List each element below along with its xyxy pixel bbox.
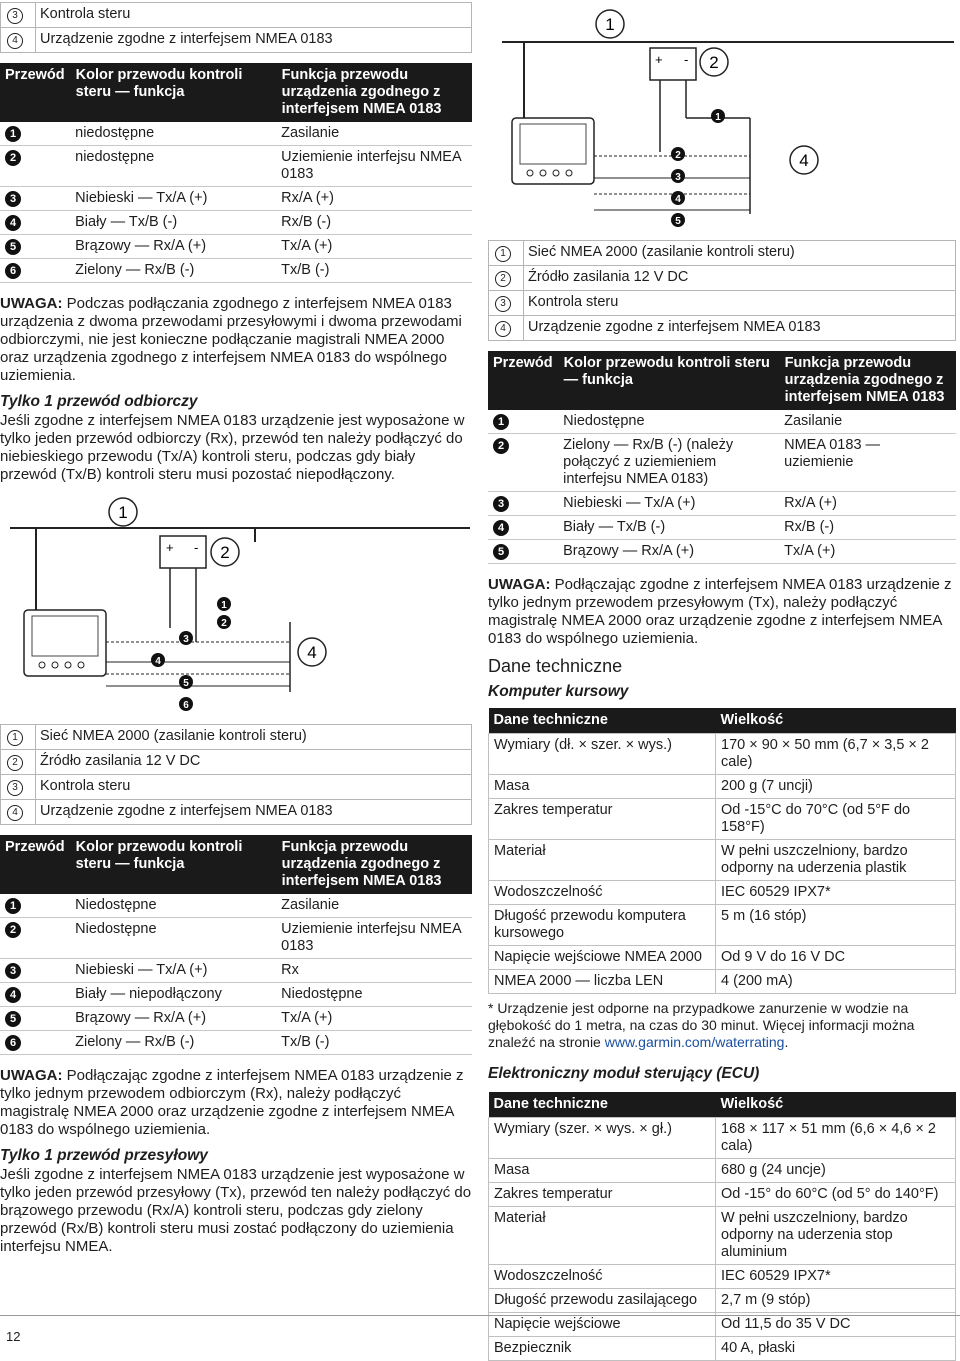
wire-function: Uziemienie interfejsu NMEA 0183 bbox=[276, 146, 471, 187]
wiring-table-1 bbox=[0, 63, 472, 283]
wire-color: Niebieski — Tx/A (+) bbox=[70, 959, 276, 983]
legend-text: Urządzenie zgodne z interfejsem NMEA 0183 bbox=[524, 316, 956, 341]
computer-title: Komputer kursowy bbox=[488, 683, 629, 700]
spec-value: 680 g (24 uncje) bbox=[716, 1159, 956, 1183]
spec-header: Wielkość bbox=[716, 1092, 956, 1118]
legend-text: Kontrola steru bbox=[524, 291, 956, 316]
spec-row bbox=[489, 840, 956, 881]
header-function: Funkcja przewodu urządzenia zgodnego z interfejsem NMEA 0183 bbox=[276, 835, 471, 894]
section-title-rx-only: Tylko 1 przewód odbiorczy bbox=[0, 393, 198, 410]
spec-row bbox=[489, 1265, 956, 1289]
diagram-label: 5 bbox=[675, 216, 681, 227]
note-label: UWAGA: bbox=[488, 576, 551, 593]
legend-text: Urządzenie zgodne z interfejsem NMEA 0183 bbox=[36, 28, 472, 53]
header-wire: Przewód bbox=[488, 351, 558, 410]
wire-row bbox=[0, 1007, 472, 1031]
wire-number-cell bbox=[488, 516, 558, 540]
legend-right bbox=[488, 240, 956, 341]
wire-number: 4 bbox=[5, 215, 21, 231]
svg-text:+: + bbox=[166, 540, 174, 555]
legend-number: 2 bbox=[495, 271, 511, 287]
wire-function: Uziemienie interfejsu NMEA 0183 bbox=[276, 918, 471, 959]
wire-number: 6 bbox=[5, 263, 21, 279]
footnote-text: * Urządzenie jest odporne na przypadkowe zanurzenie w wodzie na głębokość do 1 metra, na czas do 30 minut. Więcej informacji można znaleźć na stronie bbox=[488, 1000, 915, 1050]
diagram-label: 4 bbox=[155, 656, 161, 667]
spec-key: Napięcie wejściowe bbox=[489, 1313, 716, 1337]
spec-value: W pełni uszczelniony, bardzo odporny na uderzenia plastik bbox=[716, 840, 956, 881]
spec-row bbox=[489, 946, 956, 970]
svg-text:-: - bbox=[194, 540, 199, 555]
wire-color: Niebieski — Tx/A (+) bbox=[70, 187, 276, 211]
wire-number: 4 bbox=[5, 987, 21, 1003]
diagram-label: 5 bbox=[183, 678, 189, 689]
diagram-label: 6 bbox=[183, 700, 189, 711]
spec-value: Od 9 V do 16 V DC bbox=[716, 946, 956, 970]
wire-number: 3 bbox=[5, 963, 21, 979]
wire-row bbox=[0, 959, 472, 983]
wire-color: Zielony — Rx/B (-) (należy połączyć z uziemieniem interfejsu NMEA 0183) bbox=[558, 434, 779, 492]
wire-function: Tx/A (+) bbox=[276, 235, 471, 259]
spec-value: 170 × 90 × 50 mm (6,7 × 3,5 × 2 cale) bbox=[716, 734, 956, 775]
wire-color: Brązowy — Rx/A (+) bbox=[70, 1007, 276, 1031]
wire-number-cell bbox=[0, 918, 70, 959]
spec-value: IEC 60529 IPX7* bbox=[716, 881, 956, 905]
wire-color: Brązowy — Rx/A (+) bbox=[558, 540, 779, 564]
spec-key: Długość przewodu komputera kursowego bbox=[489, 905, 716, 946]
note-2 bbox=[0, 1067, 472, 1139]
note-label: UWAGA: bbox=[0, 295, 63, 312]
wire-row bbox=[0, 918, 472, 959]
page-number: 12 bbox=[6, 1329, 21, 1344]
ecu-title: Elektroniczny moduł sterujący (ECU) bbox=[488, 1065, 760, 1082]
wire-number-cell bbox=[0, 187, 70, 211]
spec-key: Masa bbox=[489, 1159, 716, 1183]
wire-row bbox=[0, 211, 472, 235]
wire-function: NMEA 0183 — uziemienie bbox=[779, 434, 955, 492]
diagram-label: 1 bbox=[221, 600, 227, 611]
wire-number-cell bbox=[0, 959, 70, 983]
spec-row bbox=[489, 1159, 956, 1183]
wire-row bbox=[0, 187, 472, 211]
spec-key: Wodoszczelność bbox=[489, 881, 716, 905]
note-text: Podłączając zgodne z interfejsem NMEA 0183 urządzenie z tylko jednym przewodem przesyłowym (Tx), należy podłączyć magistralę NMEA 2000 oraz urządzenie zgodne z interfejsem NMEA 0183 do wspólnego uziemienia. bbox=[488, 576, 952, 647]
header-color: Kolor przewodu kontroli steru — funkcja bbox=[70, 63, 276, 122]
spec-key: Napięcie wejściowe NMEA 2000 bbox=[489, 946, 716, 970]
note-label: UWAGA: bbox=[0, 1067, 63, 1084]
note-1 bbox=[0, 295, 472, 385]
legend-number: 1 bbox=[7, 730, 23, 746]
note-text: Podczas podłączania zgodnego z interfejsem NMEA 0183 urządzenia z dwoma przewodami przesyłowymi i dwoma przewodami odbiorczymi, nie jest konieczne podłączanie magistrali NMEA 2000 oraz urządzenia zgodnego z interfejsem NMEA 0183 do wspólnego uziemienia. bbox=[0, 295, 462, 384]
wire-function: Zasilanie bbox=[779, 410, 955, 434]
diagram-label: 4 bbox=[307, 643, 317, 662]
diagram-label: 1 bbox=[605, 15, 615, 34]
spec-key: Wymiary (szer. × wys. × gł.) bbox=[489, 1118, 716, 1159]
legend-number-cell bbox=[489, 241, 524, 266]
legend-2 bbox=[0, 724, 472, 825]
wire-row bbox=[488, 434, 956, 492]
wire-number: 1 bbox=[493, 414, 509, 430]
spec-value: IEC 60529 IPX7* bbox=[716, 1265, 956, 1289]
wire-function: Tx/B (-) bbox=[276, 1031, 471, 1055]
legend-number-cell bbox=[489, 266, 524, 291]
legend-row bbox=[489, 291, 956, 316]
header-color: Kolor przewodu kontroli steru — funkcja bbox=[70, 835, 276, 894]
spec-value: Od 11,5 do 35 V DC bbox=[716, 1313, 956, 1337]
spec-key: Wodoszczelność bbox=[489, 1265, 716, 1289]
header-color: Kolor przewodu kontroli steru — funkcja bbox=[558, 351, 779, 410]
spec-row bbox=[489, 734, 956, 775]
wire-color: Niedostępne bbox=[70, 918, 276, 959]
wire-function: Rx bbox=[276, 959, 471, 983]
diagram-label: 3 bbox=[183, 634, 189, 645]
wire-row bbox=[0, 122, 472, 146]
spec-key: Materiał bbox=[489, 840, 716, 881]
svg-text:+: + bbox=[655, 52, 663, 67]
wire-number-cell bbox=[0, 1007, 70, 1031]
spec-row bbox=[489, 1207, 956, 1265]
top-legend bbox=[0, 2, 472, 53]
legend-row bbox=[489, 266, 956, 291]
footnote bbox=[488, 1000, 956, 1051]
legend-text: Kontrola steru bbox=[36, 3, 472, 28]
wire-color: Niedostępne bbox=[558, 410, 779, 434]
wire-color: niedostępne bbox=[70, 122, 276, 146]
wiring-diagram-rx-only bbox=[0, 492, 472, 720]
legend-row bbox=[1, 725, 472, 750]
wire-function: Rx/A (+) bbox=[276, 187, 471, 211]
legend-number-cell bbox=[1, 800, 36, 825]
wire-number: 5 bbox=[493, 544, 509, 560]
wire-number: 1 bbox=[5, 126, 21, 142]
spec-value: W pełni uszczelniony, bardzo odporny na uderzenia stop aluminium bbox=[716, 1207, 956, 1265]
header-function: Funkcja przewodu urządzenia zgodnego z interfejsem NMEA 0183 bbox=[276, 63, 471, 122]
diagram-label: 2 bbox=[221, 618, 227, 629]
wire-number-cell bbox=[0, 146, 70, 187]
note-right bbox=[488, 576, 956, 648]
wire-number: 2 bbox=[5, 150, 21, 166]
wire-function: Rx/A (+) bbox=[779, 492, 955, 516]
waterrating-link[interactable]: www.garmin.com/waterrating bbox=[604, 1034, 785, 1050]
wire-color: niedostępne bbox=[70, 146, 276, 187]
spec-row bbox=[489, 1118, 956, 1159]
legend-row bbox=[489, 316, 956, 341]
wire-number: 5 bbox=[5, 239, 21, 255]
wire-number-cell bbox=[0, 983, 70, 1007]
wire-row bbox=[0, 259, 472, 283]
wire-function: Niedostępne bbox=[276, 983, 471, 1007]
legend-number-cell bbox=[1, 775, 36, 800]
legend-number: 4 bbox=[7, 33, 23, 49]
wire-color: Biały — niepodłączony bbox=[70, 983, 276, 1007]
wire-row bbox=[0, 235, 472, 259]
wire-function: Tx/A (+) bbox=[779, 540, 955, 564]
wire-number: 3 bbox=[493, 496, 509, 512]
legend-row bbox=[489, 241, 956, 266]
wire-color: Zielony — Rx/B (-) bbox=[70, 1031, 276, 1055]
header-wire: Przewód bbox=[0, 835, 70, 894]
wire-number-cell bbox=[0, 235, 70, 259]
wire-row bbox=[488, 540, 956, 564]
wire-row bbox=[488, 492, 956, 516]
spec-key: NMEA 2000 — liczba LEN bbox=[489, 970, 716, 994]
wire-number-cell bbox=[0, 1031, 70, 1055]
section-text-tx-only: Jeśli zgodne z interfejsem NMEA 0183 urządzenie jest wyposażone w tylko jeden przewód przesyłowy (Tx), przewód ten należy podłączyć do brązowego przewodu (Rx/A) kontroli steru, podczas gdy zielony przewód (Rx/B) kontroli steru musi zostać podłączony do uziemienia interfejsu NMEA. bbox=[0, 1166, 472, 1255]
spec-row bbox=[489, 1183, 956, 1207]
wiring-table-2 bbox=[0, 835, 472, 1055]
spec-row bbox=[489, 881, 956, 905]
legend-text: Źródło zasilania 12 V DC bbox=[524, 266, 956, 291]
section-title-tx-only: Tylko 1 przewód przesyłowy bbox=[0, 1147, 208, 1164]
spec-key: Długość przewodu zasilającego bbox=[489, 1289, 716, 1313]
wire-number-cell bbox=[0, 894, 70, 918]
spec-value: 40 A, płaski bbox=[716, 1337, 956, 1361]
diagram-label: 2 bbox=[709, 53, 719, 72]
wire-number: 2 bbox=[493, 438, 509, 454]
legend-row bbox=[1, 800, 472, 825]
wire-number-cell bbox=[488, 540, 558, 564]
page-footer bbox=[0, 1315, 960, 1346]
wire-number: 2 bbox=[5, 922, 21, 938]
wire-number-cell bbox=[488, 410, 558, 434]
spec-value: 200 g (7 uncji) bbox=[716, 775, 956, 799]
wire-number-cell bbox=[0, 259, 70, 283]
spec-value: Od -15° do 60°C (od 5° do 140°F) bbox=[716, 1183, 956, 1207]
wire-function: Rx/B (-) bbox=[276, 211, 471, 235]
legend-text: Źródło zasilania 12 V DC bbox=[36, 750, 472, 775]
diagram-label: 3 bbox=[675, 172, 681, 183]
wire-row bbox=[488, 516, 956, 540]
legend-number: 4 bbox=[495, 321, 511, 337]
spec-header: Wielkość bbox=[716, 708, 956, 734]
wire-function: Tx/B (-) bbox=[276, 259, 471, 283]
specs-title: Dane techniczne bbox=[488, 656, 623, 676]
spec-key: Zakres temperatur bbox=[489, 799, 716, 840]
spec-key: Materiał bbox=[489, 1207, 716, 1265]
legend-row bbox=[1, 3, 472, 28]
spec-key: Wymiary (dł. × szer. × wys.) bbox=[489, 734, 716, 775]
wire-color: Brązowy — Rx/A (+) bbox=[70, 235, 276, 259]
legend-number: 3 bbox=[7, 8, 23, 24]
wire-color: Biały — Tx/B (-) bbox=[558, 516, 779, 540]
wire-number: 5 bbox=[5, 1011, 21, 1027]
spec-row bbox=[489, 905, 956, 946]
spec-value: 168 × 117 × 51 mm (6,6 × 4,6 × 2 cala) bbox=[716, 1118, 956, 1159]
spec-key: Bezpiecznik bbox=[489, 1337, 716, 1361]
right-column bbox=[488, 0, 956, 1361]
spec-key: Masa bbox=[489, 775, 716, 799]
wire-function: Zasilanie bbox=[276, 122, 471, 146]
note-text: Podłączając zgodne z interfejsem NMEA 0183 urządzenie z tylko jednym przewodem odbiorczym (Rx), należy podłączyć magistralę NMEA 2000 oraz urządzenie zgodne z interfejsem NMEA 0183 do wspólnego uziemienia. bbox=[0, 1067, 464, 1138]
legend-row bbox=[1, 28, 472, 53]
wire-number-cell bbox=[0, 211, 70, 235]
wire-number: 4 bbox=[493, 520, 509, 536]
wire-function: Tx/A (+) bbox=[276, 1007, 471, 1031]
legend-number-cell bbox=[1, 725, 36, 750]
header-function: Funkcja przewodu urządzenia zgodnego z interfejsem NMEA 0183 bbox=[779, 351, 955, 410]
diagram-label: 4 bbox=[799, 151, 809, 170]
wire-number-cell bbox=[488, 492, 558, 516]
legend-number: 3 bbox=[7, 780, 23, 796]
wire-color: Biały — Tx/B (-) bbox=[70, 211, 276, 235]
spec-header: Dane techniczne bbox=[489, 1092, 716, 1118]
spec-value: Od -15°C do 70°C (od 5°F do 158°F) bbox=[716, 799, 956, 840]
wire-row bbox=[0, 1031, 472, 1055]
wiring-diagram-tx-only bbox=[488, 2, 956, 234]
wire-number: 6 bbox=[5, 1035, 21, 1051]
wire-number: 1 bbox=[5, 898, 21, 914]
wire-color: Niedostępne bbox=[70, 894, 276, 918]
wire-function: Rx/B (-) bbox=[779, 516, 955, 540]
header-wire: Przewód bbox=[0, 63, 70, 122]
diagram-label: 2 bbox=[675, 150, 681, 161]
wire-row bbox=[0, 146, 472, 187]
spec-row bbox=[489, 799, 956, 840]
legend-row bbox=[1, 775, 472, 800]
footnote-end: . bbox=[784, 1034, 789, 1050]
legend-number-cell bbox=[1, 750, 36, 775]
legend-text: Kontrola steru bbox=[36, 775, 472, 800]
legend-number: 2 bbox=[7, 755, 23, 771]
spec-row bbox=[489, 970, 956, 994]
wire-number-cell bbox=[488, 434, 558, 492]
legend-text: Sieć NMEA 2000 (zasilanie kontroli steru) bbox=[36, 725, 472, 750]
wire-function: Zasilanie bbox=[276, 894, 471, 918]
wire-number: 3 bbox=[5, 191, 21, 207]
wire-color: Zielony — Rx/B (-) bbox=[70, 259, 276, 283]
left-column bbox=[0, 0, 472, 1256]
legend-number: 4 bbox=[7, 805, 23, 821]
diagram-label: 2 bbox=[220, 543, 230, 562]
spec-row bbox=[489, 775, 956, 799]
section-text-rx-only: Jeśli zgodne z interfejsem NMEA 0183 urządzenie jest wyposażone w tylko jeden przewód odbiorczy (Rx), przewód ten należy podłączyć do niebieskiego przewodu (Tx/A) kontroli steru, podczas gdy biały przewód (Tx/B) kontroli steru musi pozostać niepodłączony. bbox=[0, 412, 465, 483]
spec-value: 4 (200 mA) bbox=[716, 970, 956, 994]
spec-value: 5 m (16 stóp) bbox=[716, 905, 956, 946]
wire-row bbox=[0, 983, 472, 1007]
spec-value: 2,7 m (9 stóp) bbox=[716, 1289, 956, 1313]
wire-row bbox=[0, 894, 472, 918]
legend-number: 3 bbox=[495, 296, 511, 312]
legend-row bbox=[1, 750, 472, 775]
computer-spec-table bbox=[488, 708, 956, 994]
diagram-label: 1 bbox=[715, 112, 721, 123]
svg-text:-: - bbox=[684, 52, 689, 67]
legend-number: 1 bbox=[495, 246, 511, 262]
wire-color: Niebieski — Tx/A (+) bbox=[558, 492, 779, 516]
legend-text: Urządzenie zgodne z interfejsem NMEA 0183 bbox=[36, 800, 472, 825]
wire-number-cell bbox=[0, 122, 70, 146]
diagram-label: 1 bbox=[118, 503, 128, 522]
wire-row bbox=[488, 410, 956, 434]
spec-key: Zakres temperatur bbox=[489, 1183, 716, 1207]
diagram-label: 4 bbox=[675, 194, 681, 205]
spec-row bbox=[489, 1289, 956, 1313]
wiring-table-right bbox=[488, 351, 956, 564]
legend-number-cell bbox=[489, 316, 524, 341]
legend-number-cell bbox=[489, 291, 524, 316]
legend-text: Sieć NMEA 2000 (zasilanie kontroli steru) bbox=[524, 241, 956, 266]
spec-header: Dane techniczne bbox=[489, 708, 716, 734]
